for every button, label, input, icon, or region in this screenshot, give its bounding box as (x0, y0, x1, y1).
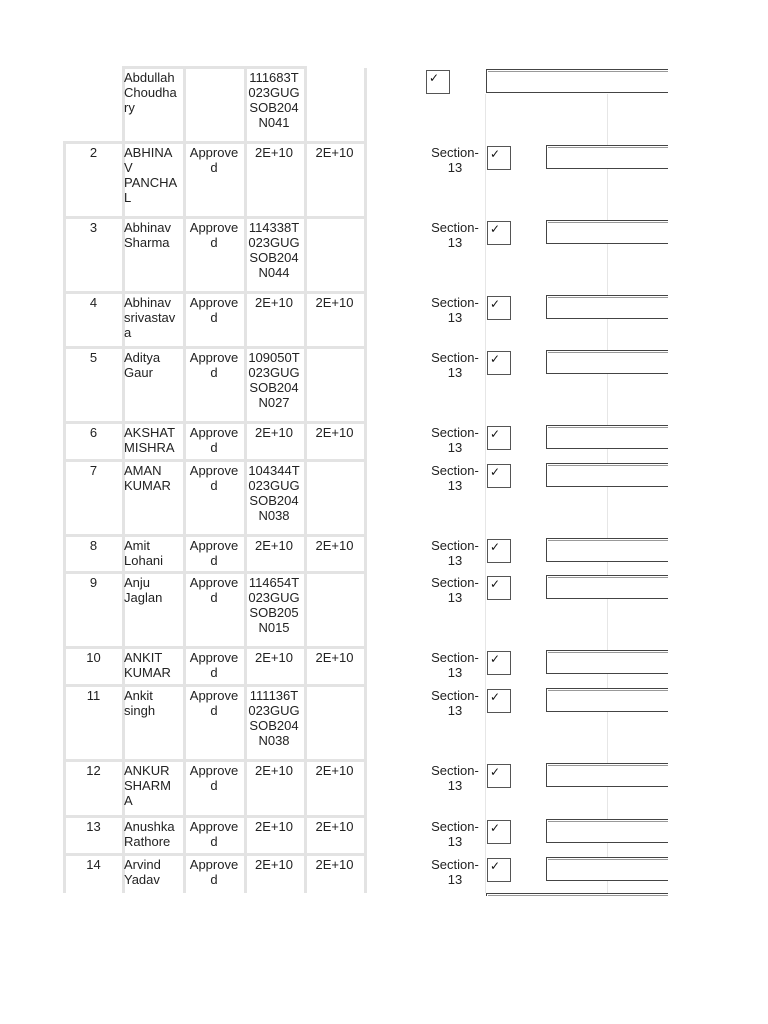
section-label-cell: Section- 13 (431, 295, 479, 325)
student-name-cell: Anushka Rathore (124, 819, 175, 849)
approval-status-cell: Approve d (189, 295, 239, 325)
remarks-input[interactable] (546, 763, 668, 787)
checkmark-icon: ✓ (490, 821, 501, 835)
remarks-input[interactable] (546, 857, 668, 881)
row-number-cell: 5 (89, 350, 98, 365)
student-name-cell: ANKIT KUMAR (124, 650, 171, 680)
section-label-cell: Section- 13 (431, 688, 479, 718)
approval-status-cell: Approve d (189, 538, 239, 568)
remarks-input[interactable] (546, 463, 668, 487)
approval-status-cell: Approve d (189, 425, 239, 455)
checkmark-icon: ✓ (490, 540, 501, 554)
remarks-input[interactable] (486, 69, 668, 93)
secondary-id-cell (305, 218, 364, 293)
secondary-id-cell (305, 348, 364, 423)
approval-status-cell: Approve d (189, 650, 239, 680)
checkmark-icon: ✓ (490, 352, 501, 366)
approval-status-cell: Approve d (189, 763, 239, 793)
checkmark-icon: ✓ (490, 577, 501, 591)
enrollment-id-cell: 111683T 023GUG SOB204 N041 (248, 70, 300, 130)
approval-checkbox[interactable] (487, 764, 511, 788)
row-number-cell: 10 (86, 650, 101, 665)
student-name-cell: AMAN KUMAR (124, 463, 171, 493)
section-label-cell: Section- 13 (431, 220, 479, 250)
remarks-input[interactable] (546, 295, 668, 319)
approval-checkbox[interactable] (487, 858, 511, 882)
approval-status-cell: Approve d (189, 575, 239, 605)
enrollment-id-cell: 2E+10 (255, 295, 293, 310)
checkmark-icon: ✓ (490, 222, 501, 236)
student-name-cell: Abdullah Choudha ry (124, 70, 177, 115)
approval-status-cell: Approve d (189, 145, 239, 175)
remarks-input[interactable] (546, 688, 668, 712)
enrollment-id-cell: 2E+10 (255, 857, 293, 872)
approval-checkbox[interactable] (487, 464, 511, 488)
row-number-cell (65, 68, 122, 143)
approval-checkbox[interactable] (487, 651, 511, 675)
row-number-cell: 3 (89, 220, 98, 235)
section-label-cell: Section- 13 (431, 145, 479, 175)
enrollment-id-cell: 2E+10 (255, 538, 293, 553)
remarks-input[interactable] (546, 538, 668, 562)
remarks-input[interactable] (486, 893, 668, 896)
remarks-input[interactable] (546, 425, 668, 449)
approval-checkbox[interactable] (487, 820, 511, 844)
secondary-id-cell (305, 686, 364, 761)
secondary-id-cell: 2E+10 (315, 295, 354, 310)
enrollment-id-cell: 2E+10 (255, 425, 293, 440)
secondary-id-cell: 2E+10 (315, 538, 354, 553)
secondary-id-cell (305, 461, 364, 536)
section-label-cell: Section- 13 (431, 538, 479, 568)
student-name-cell: Amit Lohani (124, 538, 164, 568)
checkmark-icon: ✓ (490, 652, 501, 666)
row-number-cell: 7 (89, 463, 98, 478)
secondary-id-cell: 2E+10 (315, 425, 354, 440)
student-name-cell: Aditya Gaur (124, 350, 161, 380)
checkmark-icon: ✓ (490, 427, 501, 441)
secondary-id-cell: 2E+10 (315, 145, 354, 160)
row-number-cell: 2 (89, 145, 98, 160)
approval-status-cell: Approve d (189, 819, 239, 849)
secondary-id-cell: 2E+10 (315, 650, 354, 665)
approval-checkbox[interactable] (487, 576, 511, 600)
section-label-cell: Section- 13 (431, 650, 479, 680)
section-label-cell: Section- 13 (431, 857, 479, 887)
approval-status-cell: Approve d (189, 857, 239, 887)
section-label-cell: Section- 13 (431, 463, 479, 493)
enrollment-id-cell: 104344T 023GUG SOB204 N038 (248, 463, 300, 523)
row-number-cell: 13 (86, 819, 101, 834)
enrollment-id-cell: 2E+10 (255, 763, 293, 778)
student-name-cell: ANKUR SHARM A (124, 763, 171, 808)
student-name-cell: AKSHAT MISHRA (124, 425, 176, 455)
section-label-cell: Section- 13 (431, 425, 479, 455)
secondary-id-cell (305, 68, 364, 143)
enrollment-id-cell: 2E+10 (255, 145, 293, 160)
enrollment-id-cell: 2E+10 (255, 650, 293, 665)
remarks-input[interactable] (546, 145, 668, 169)
enrollment-id-cell: 111136T 023GUG SOB204 N038 (248, 688, 300, 748)
remarks-input[interactable] (546, 819, 668, 843)
row-number-cell: 9 (89, 575, 98, 590)
student-name-cell: Arvind Yadav (124, 857, 161, 887)
row-number-cell: 11 (86, 688, 101, 703)
checkmark-icon: ✓ (490, 859, 501, 873)
secondary-id-cell: 2E+10 (315, 763, 354, 778)
row-number-cell: 14 (86, 857, 101, 872)
checkmark-icon: ✓ (490, 297, 501, 311)
approval-checkbox[interactable] (487, 146, 511, 170)
checkmark-icon: ✓ (490, 147, 501, 161)
row-number-cell: 6 (89, 425, 98, 440)
checkmark-icon: ✓ (490, 765, 501, 779)
row-number-cell: 8 (89, 538, 98, 553)
remarks-input[interactable] (546, 650, 668, 674)
secondary-id-cell: 2E+10 (315, 857, 354, 872)
enrollment-id-cell: 109050T 023GUG SOB204 N027 (248, 350, 300, 410)
remarks-input[interactable] (546, 575, 668, 599)
secondary-id-cell: 2E+10 (315, 819, 354, 834)
approval-status-cell: Approve d (189, 463, 239, 493)
student-name-cell: Ankit singh (124, 688, 156, 718)
section-label-cell: Section- 13 (431, 763, 479, 793)
section-label-cell: Section- 13 (431, 350, 479, 380)
student-name-cell: Abhinav srivastav a (124, 295, 176, 340)
section-label-cell: Section- 13 (431, 575, 479, 605)
approval-checkbox[interactable] (487, 539, 511, 563)
approval-checkbox[interactable] (426, 70, 450, 94)
row-number-cell: 12 (86, 763, 101, 778)
remarks-input[interactable] (546, 220, 668, 244)
student-name-cell: Abhinav Sharma (124, 220, 171, 250)
checkmark-icon: ✓ (429, 71, 440, 85)
secondary-id-cell (305, 573, 364, 648)
column-divider (364, 68, 367, 893)
student-name-cell: Anju Jaglan (124, 575, 163, 605)
checkmark-icon: ✓ (490, 465, 501, 479)
student-name-cell: ABHINA V PANCHA L (124, 145, 178, 205)
approval-checkbox[interactable] (487, 221, 511, 245)
approval-checkbox[interactable] (487, 296, 511, 320)
approval-checkbox[interactable] (487, 351, 511, 375)
approval-status-cell: Approve d (189, 688, 239, 718)
section-label-cell: Section- 13 (431, 819, 479, 849)
enrollment-id-cell: 2E+10 (255, 819, 293, 834)
row-number-cell: 4 (89, 295, 98, 310)
approval-status-cell: Approve d (189, 220, 239, 250)
approval-checkbox[interactable] (487, 426, 511, 450)
enrollment-id-cell: 114654T 023GUG SOB205 N015 (248, 575, 300, 635)
approval-status-cell (184, 68, 244, 143)
approval-checkbox[interactable] (487, 689, 511, 713)
checkmark-icon: ✓ (490, 690, 501, 704)
approval-status-cell: Approve d (189, 350, 239, 380)
enrollment-id-cell: 114338T 023GUG SOB204 N044 (248, 220, 300, 280)
remarks-input[interactable] (546, 350, 668, 374)
